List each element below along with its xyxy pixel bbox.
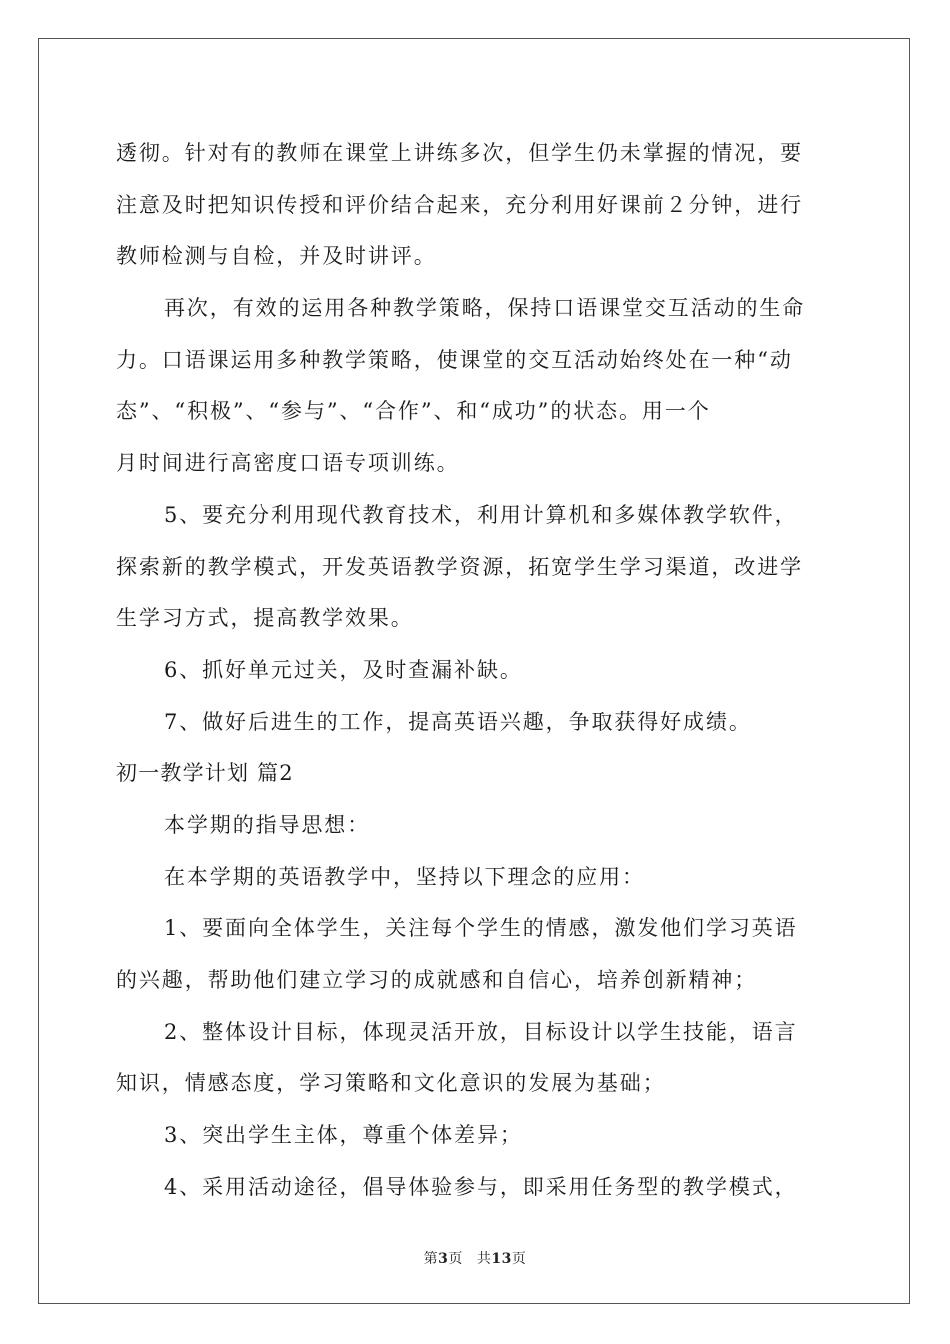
text-line: 注意及时把知识传授和评价结合起来，充分利用好课前２分钟，进行: [116, 192, 803, 217]
text-line: 本学期的指导思想：: [164, 812, 371, 837]
footer-page-number: 3: [438, 1251, 449, 1267]
section-heading: 初一教学计划 篇2: [116, 761, 294, 786]
page-footer: [0, 1248, 950, 1268]
text-line: 5、要充分利用现代教育技术，利用计算机和多媒体教学软件，: [164, 502, 798, 527]
text-line: 在本学期的英语教学中，坚持以下理念的应用：: [164, 864, 645, 889]
footer-total-pages: 13: [491, 1251, 512, 1267]
text-line: 1、要面向全体学生，关注每个学生的情感，激发他们学习英语: [164, 916, 798, 941]
document-body: [116, 128, 836, 1213]
text-line: 教师检测与自检，并及时讲评。: [116, 244, 437, 269]
footer-total-prefix: 共: [476, 1251, 492, 1267]
footer-total-suffix: 页: [511, 1251, 527, 1267]
text-line: 力。口语课运用多种教学策略，使课堂的交互活动始终处在一种“动: [116, 347, 793, 372]
text-line: 探索新的教学模式，开发英语教学资源，拓宽学生学习渠道，改进学: [116, 554, 803, 579]
text-line: 3、突出学生主体，尊重个体差异；: [164, 1123, 523, 1148]
text-line: 透彻。针对有的教师在课堂上讲练多次，但学生仍未掌握的情况，要: [116, 141, 803, 165]
text-line: 知识，情感态度，学习策略和文化意识的发展为基础；: [116, 1071, 666, 1096]
text-line: 7、做好后进生的工作，提高英语兴趣，争取获得好成绩。: [164, 709, 752, 734]
text-line: 的兴趣，帮助他们建立学习的成就感和自信心，培养创新精神；: [116, 968, 758, 992]
text-line: 4、采用活动途径，倡导体验参与，即采用任务型的教学模式，: [164, 1174, 798, 1199]
text-line: 再次，有效的运用各种教学策略，保持口语课堂交互活动的生命: [164, 296, 806, 321]
text-line: 态”、“积极”、“参与”、“合作”、和“成功”的状态。用一个: [116, 399, 711, 424]
text-line: 2、整体设计目标，体现灵活开放，目标设计以学生技能，语言: [164, 1019, 798, 1044]
text-line: 生学习方式，提高教学效果。: [116, 606, 414, 631]
text-line: 月时间进行高密度口语专项训练。: [116, 451, 460, 476]
footer-page-suffix: 页: [448, 1251, 463, 1267]
footer-page-prefix: 第: [423, 1251, 439, 1267]
text-line: 6、抓好单元过关，及时查漏补缺。: [164, 657, 523, 682]
